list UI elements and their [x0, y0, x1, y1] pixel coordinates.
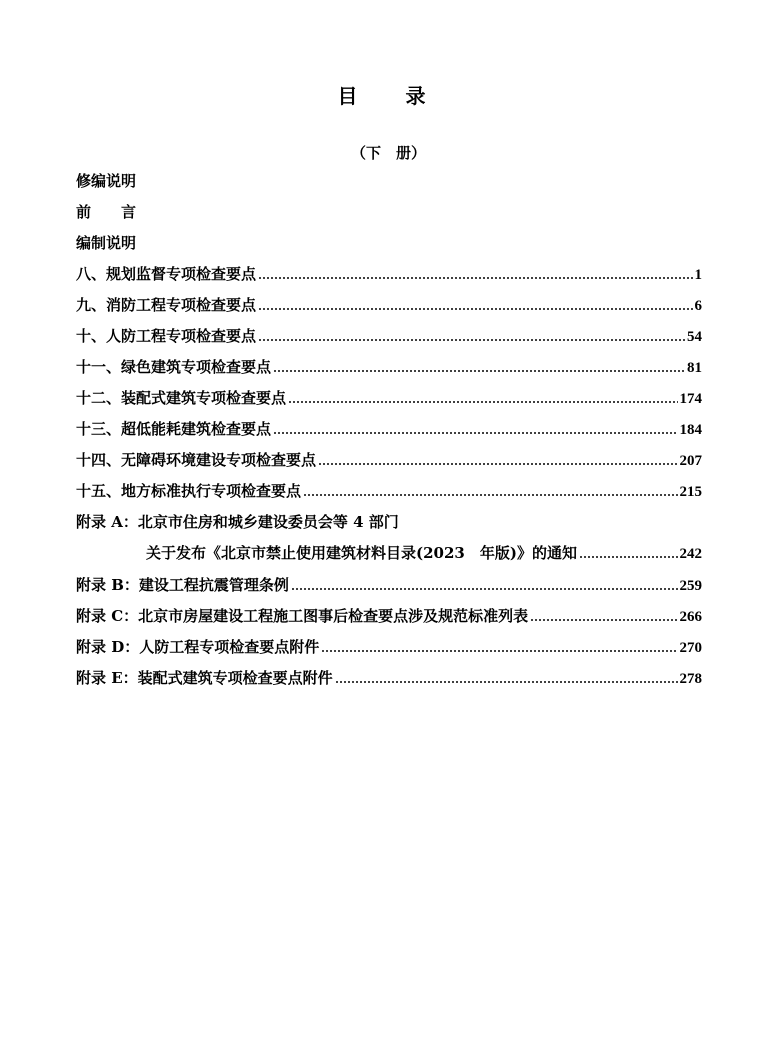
- toc-entry-page: 174: [679, 391, 702, 407]
- toc-entry-label: 编制说明: [76, 234, 137, 252]
- dot-leader: [530, 618, 677, 622]
- toc-entry-page: 207: [679, 453, 702, 469]
- toc-entry-label: 十一、绿色建筑专项检查要点: [76, 358, 272, 376]
- toc-entry-appendix-b[interactable]: [76, 573, 702, 595]
- toc-entry-11[interactable]: [76, 355, 702, 377]
- dot-leader: [258, 338, 685, 342]
- toc-entry-label: 关于发布《北京市禁止使用建筑材料目录(2023 年版)》的通知: [146, 544, 577, 562]
- dot-leader: [258, 307, 692, 311]
- toc-entry-page: 81: [687, 360, 702, 376]
- toc-entry-page: 266: [679, 609, 702, 625]
- toc-entry-label: 附录 D：人防工程专项检查要点附件: [76, 638, 320, 656]
- toc-entry-label: 八、规划监督专项检查要点: [76, 265, 257, 283]
- toc-entry-label: 十三、超低能耗建筑检查要点: [76, 420, 272, 438]
- page-title: 目 录: [337, 84, 440, 108]
- toc-entry-appendix-a[interactable]: [76, 510, 702, 532]
- toc-entry-revision-notes[interactable]: [76, 169, 702, 191]
- toc-entry-label: 十五、地方标准执行专项检查要点: [76, 482, 302, 500]
- toc-entry-appendix-a-continued[interactable]: [146, 541, 702, 563]
- toc-entry-page: 1: [694, 267, 702, 283]
- toc-entry-page: 6: [694, 298, 702, 314]
- toc-entry-8[interactable]: [76, 262, 702, 284]
- toc-entry-page: 278: [679, 671, 702, 687]
- toc-entry-label: 九、消防工程专项检查要点: [76, 296, 257, 314]
- dot-leader: [291, 587, 678, 591]
- toc-entry-appendix-c[interactable]: [76, 604, 702, 626]
- toc-entry-14[interactable]: [76, 448, 702, 470]
- toc-entry-appendix-e[interactable]: [76, 666, 702, 688]
- toc-entry-12[interactable]: [76, 386, 702, 408]
- toc-entry-label: 修编说明: [76, 172, 137, 190]
- toc-entry-label: 附录 C：北京市房屋建设工程施工图事后检查要点涉及规范标准列表: [76, 607, 529, 625]
- toc-entry-label: 附录 B：建设工程抗震管理条例: [76, 576, 289, 594]
- dot-leader: [321, 649, 677, 653]
- toc-entry-label: 前 言: [76, 203, 137, 221]
- volume-subtitle: （下 册）: [350, 144, 426, 162]
- dot-leader: [579, 555, 678, 559]
- toc-entry-label: 附录 E：装配式建筑专项检查要点附件: [76, 669, 333, 687]
- dot-leader: [303, 493, 677, 497]
- dot-leader: [273, 369, 685, 373]
- toc-entry-page: 54: [687, 329, 702, 345]
- toc-entry-label: 附录 A：北京市住房和城乡建设委员会等 4 部门: [76, 513, 399, 531]
- toc-entry-appendix-d[interactable]: [76, 635, 702, 657]
- toc-entry-page: 184: [679, 422, 702, 438]
- toc-entry-label: 十二、装配式建筑专项检查要点: [76, 389, 287, 407]
- dot-leader: [273, 431, 677, 435]
- toc-entry-13[interactable]: [76, 417, 702, 439]
- toc-entry-label: 十、人防工程专项检查要点: [76, 327, 257, 345]
- toc-entry-10[interactable]: [76, 324, 702, 346]
- toc-entry-compilation-notes[interactable]: [76, 231, 702, 253]
- dot-leader: [318, 462, 677, 466]
- toc-entry-page: 242: [679, 546, 702, 562]
- toc-entry-foreword[interactable]: [76, 200, 702, 222]
- toc-entry-page: 259: [679, 578, 702, 594]
- toc-entry-label: 十四、无障碍环境建设专项检查要点: [76, 451, 317, 469]
- dot-leader: [288, 400, 677, 404]
- toc-entry-page: 215: [679, 484, 702, 500]
- dot-leader: [258, 276, 692, 280]
- toc-entry-15[interactable]: [76, 479, 702, 501]
- toc-entry-9[interactable]: [76, 293, 702, 315]
- dot-leader: [335, 680, 678, 684]
- toc-entry-page: 270: [679, 640, 702, 656]
